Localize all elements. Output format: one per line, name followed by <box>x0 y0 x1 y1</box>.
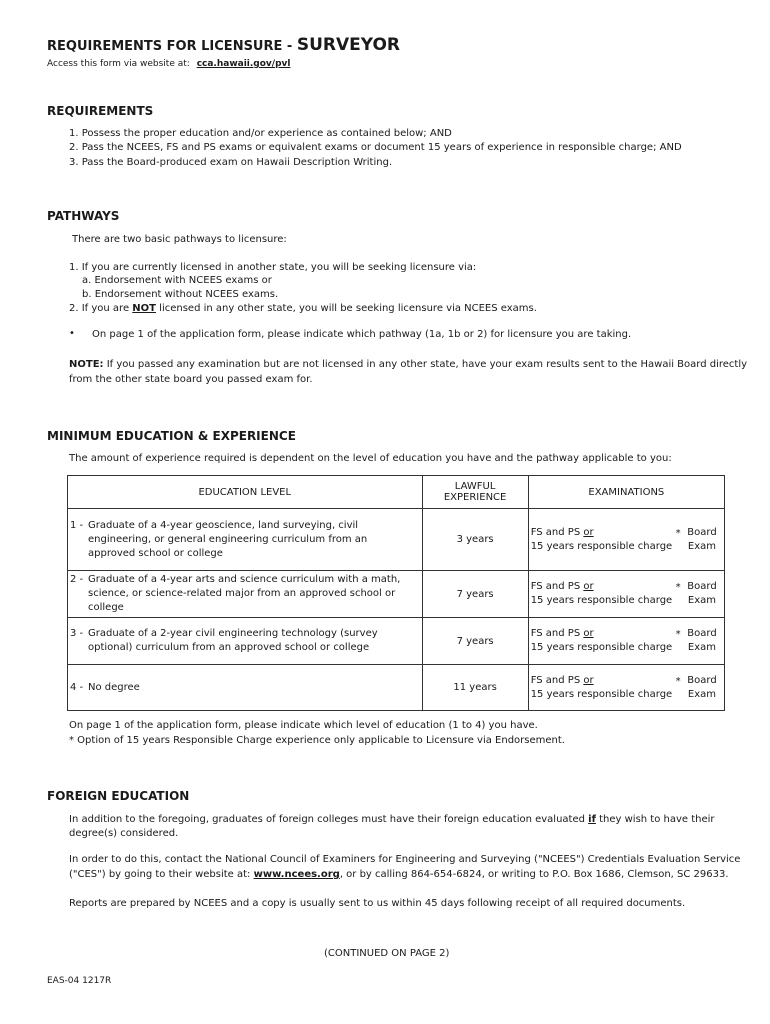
education-level-text: Graduate of a 4-year geoscience, land surveying, civil engineering, or general engineering curriculum from an approved school or college <box>88 519 368 559</box>
exam-option-a: FS and PS <box>530 674 584 686</box>
education-level-text: Graduate of a 2-year civil engineering technology (survey optional) curriculum from an approved school or college <box>88 628 378 653</box>
title-main: SURVEYOR <box>296 35 400 55</box>
asterisk-mark: * <box>675 582 681 593</box>
exam-option-b: 15 years responsible charge <box>530 642 673 653</box>
requirement-item-2: 2. Pass the NCEES, FS and PS exams or equivalent exams or document 15 years of experience in responsible charge; AND <box>69 142 682 153</box>
education-level-cell <box>68 618 423 665</box>
asterisk-mark: * <box>675 675 681 687</box>
pathway-note <box>69 359 747 370</box>
foreign-paragraph-1 <box>69 814 715 825</box>
note-line-2: from the other state board you passed exam for. <box>69 374 313 385</box>
column-header: LAWFUL EXPERIENCE <box>422 476 528 509</box>
exam-cell <box>528 509 724 571</box>
education-level-text: No degree <box>88 681 140 693</box>
pathways-intro: There are two basic pathways to licensure: <box>72 234 287 245</box>
board-exam-line-2: Exam <box>687 642 717 653</box>
exam-option-b: 15 years responsible charge <box>530 595 673 606</box>
access-line <box>47 59 290 69</box>
exam-option-b: 15 years responsible charge <box>530 688 673 700</box>
experience-cell: 7 years <box>422 571 528 618</box>
board-exam-line-1: Board <box>687 526 717 538</box>
exam-or: or <box>583 674 594 686</box>
pathway-1a: a. Endorsement with NCEES exams or <box>82 275 272 286</box>
table-row <box>68 509 725 571</box>
education-heading: MINIMUM EDUCATION & EXPERIENCE <box>47 429 296 443</box>
pathway-1: 1. If you are currently licensed in another state, you will be seeking licensure via: <box>69 262 477 273</box>
exam-option-a: FS and PS <box>530 526 584 538</box>
board-exam-line-2: Exam <box>687 688 717 700</box>
row-number: 4 - <box>70 681 84 693</box>
education-level-cell <box>68 571 423 618</box>
education-level-text: Graduate of a 4-year arts and science curriculum with a math, science, or science-related major from an approved school or college <box>88 574 401 613</box>
pathway-instruction: On page 1 of the application form, please indicate which pathway (1a, 1b or 2) for licensure you are taking. <box>92 329 632 340</box>
pathway-2-not: NOT <box>132 303 156 314</box>
pathway-2 <box>69 303 537 314</box>
table-row <box>68 571 725 618</box>
education-intro: The amount of experience required is dependent on the level of education you have and the pathway applicable to you: <box>69 453 672 464</box>
foreign-p2-suffix: , or by calling 864-654-6824, or writing to P.O. Box 1686, Clemson, SC 29633. <box>339 869 729 880</box>
row-number: 3 - <box>70 628 84 639</box>
note-line-1: If you passed any examination but are not licensed in any other state, have your exam results sent to the Hawaii Board directly <box>103 359 748 370</box>
experience-cell: 3 years <box>422 509 528 571</box>
exam-cell <box>528 665 724 711</box>
exam-option-b: 15 years responsible charge <box>530 540 673 552</box>
table-header-row <box>68 476 725 509</box>
exam-option-a: FS and PS <box>530 628 584 639</box>
ncees-link[interactable]: www.ncees.org <box>253 869 340 880</box>
access-text: Access this form via website at: <box>47 59 190 69</box>
board-exam-line-2: Exam <box>687 540 717 552</box>
exam-cell <box>528 618 724 665</box>
requirement-item-3: 3. Pass the Board-produced exam on Hawaii Description Writing. <box>69 157 393 168</box>
page-title <box>47 35 400 55</box>
foreign-paragraph-2-line-2 <box>69 869 729 880</box>
form-id: EAS-04 1217R <box>47 976 112 986</box>
foreign-paragraph-3: Reports are prepared by NCEES and a copy is usually sent to us within 45 days following receipt of all required documents. <box>69 898 686 909</box>
board-exam-line-2: Exam <box>687 595 717 606</box>
table-row <box>68 618 725 665</box>
exam-or: or <box>583 526 594 538</box>
access-link[interactable]: cca.hawaii.gov/pvl <box>196 59 291 69</box>
foreign-p2-prefix: ("CES") by going to their website at: <box>69 869 254 880</box>
education-table <box>67 475 725 711</box>
title-prefix: REQUIREMENTS FOR LICENSURE - <box>47 39 297 54</box>
pathway-2-prefix: 2. If you are <box>69 303 133 314</box>
note-label: NOTE: <box>69 359 104 370</box>
foreign-p1-suffix: they wish to have their <box>595 814 715 825</box>
board-exam-line-1: Board <box>687 674 717 686</box>
requirements-heading: REQUIREMENTS <box>47 104 154 118</box>
foreign-heading: FOREIGN EDUCATION <box>47 789 190 803</box>
education-level-cell <box>68 509 423 571</box>
experience-cell: 7 years <box>422 618 528 665</box>
row-number: 2 - <box>70 574 84 585</box>
experience-cell: 11 years <box>422 665 528 711</box>
column-header: EXAMINATIONS <box>528 476 724 509</box>
foreign-p1-if: if <box>588 814 596 825</box>
exam-option-a: FS and PS <box>530 581 584 592</box>
pathway-1b: b. Endorsement without NCEES exams. <box>82 289 279 300</box>
requirement-item-1: 1. Possess the proper education and/or experience as contained below; AND <box>69 128 452 139</box>
continued-label: (CONTINUED ON PAGE 2) <box>324 948 450 959</box>
exam-or: or <box>583 581 594 592</box>
pathways-heading: PATHWAYS <box>47 209 120 223</box>
education-level-cell <box>68 665 423 711</box>
asterisk-mark: * <box>675 629 681 640</box>
board-exam-line-1: Board <box>687 628 717 639</box>
education-note-1: On page 1 of the application form, please indicate which level of education (1 to 4) you have. <box>69 720 538 731</box>
foreign-p1-prefix: In addition to the foregoing, graduates of foreign colleges must have their foreign education evaluated <box>69 814 589 825</box>
table-row <box>68 665 725 711</box>
row-number: 1 - <box>70 519 84 531</box>
education-note-2: * Option of 15 years Responsible Charge experience only applicable to Licensure via Endorsement. <box>69 735 565 746</box>
exam-cell <box>528 571 724 618</box>
asterisk-mark: * <box>675 527 681 539</box>
pathway-2-suffix: licensed in any other state, you will be seeking licensure via NCEES exams. <box>155 303 537 314</box>
foreign-paragraph-1-line-2: degree(s) considered. <box>69 828 179 839</box>
board-exam-line-1: Board <box>687 581 717 592</box>
bullet-icon: • <box>69 328 75 339</box>
column-header: EDUCATION LEVEL <box>68 476 423 509</box>
exam-or: or <box>583 628 594 639</box>
foreign-paragraph-2-line-1: In order to do this, contact the National Council of Examiners for Engineering and Surveying ("NCEES") Credentials Evaluation Service <box>69 854 741 865</box>
